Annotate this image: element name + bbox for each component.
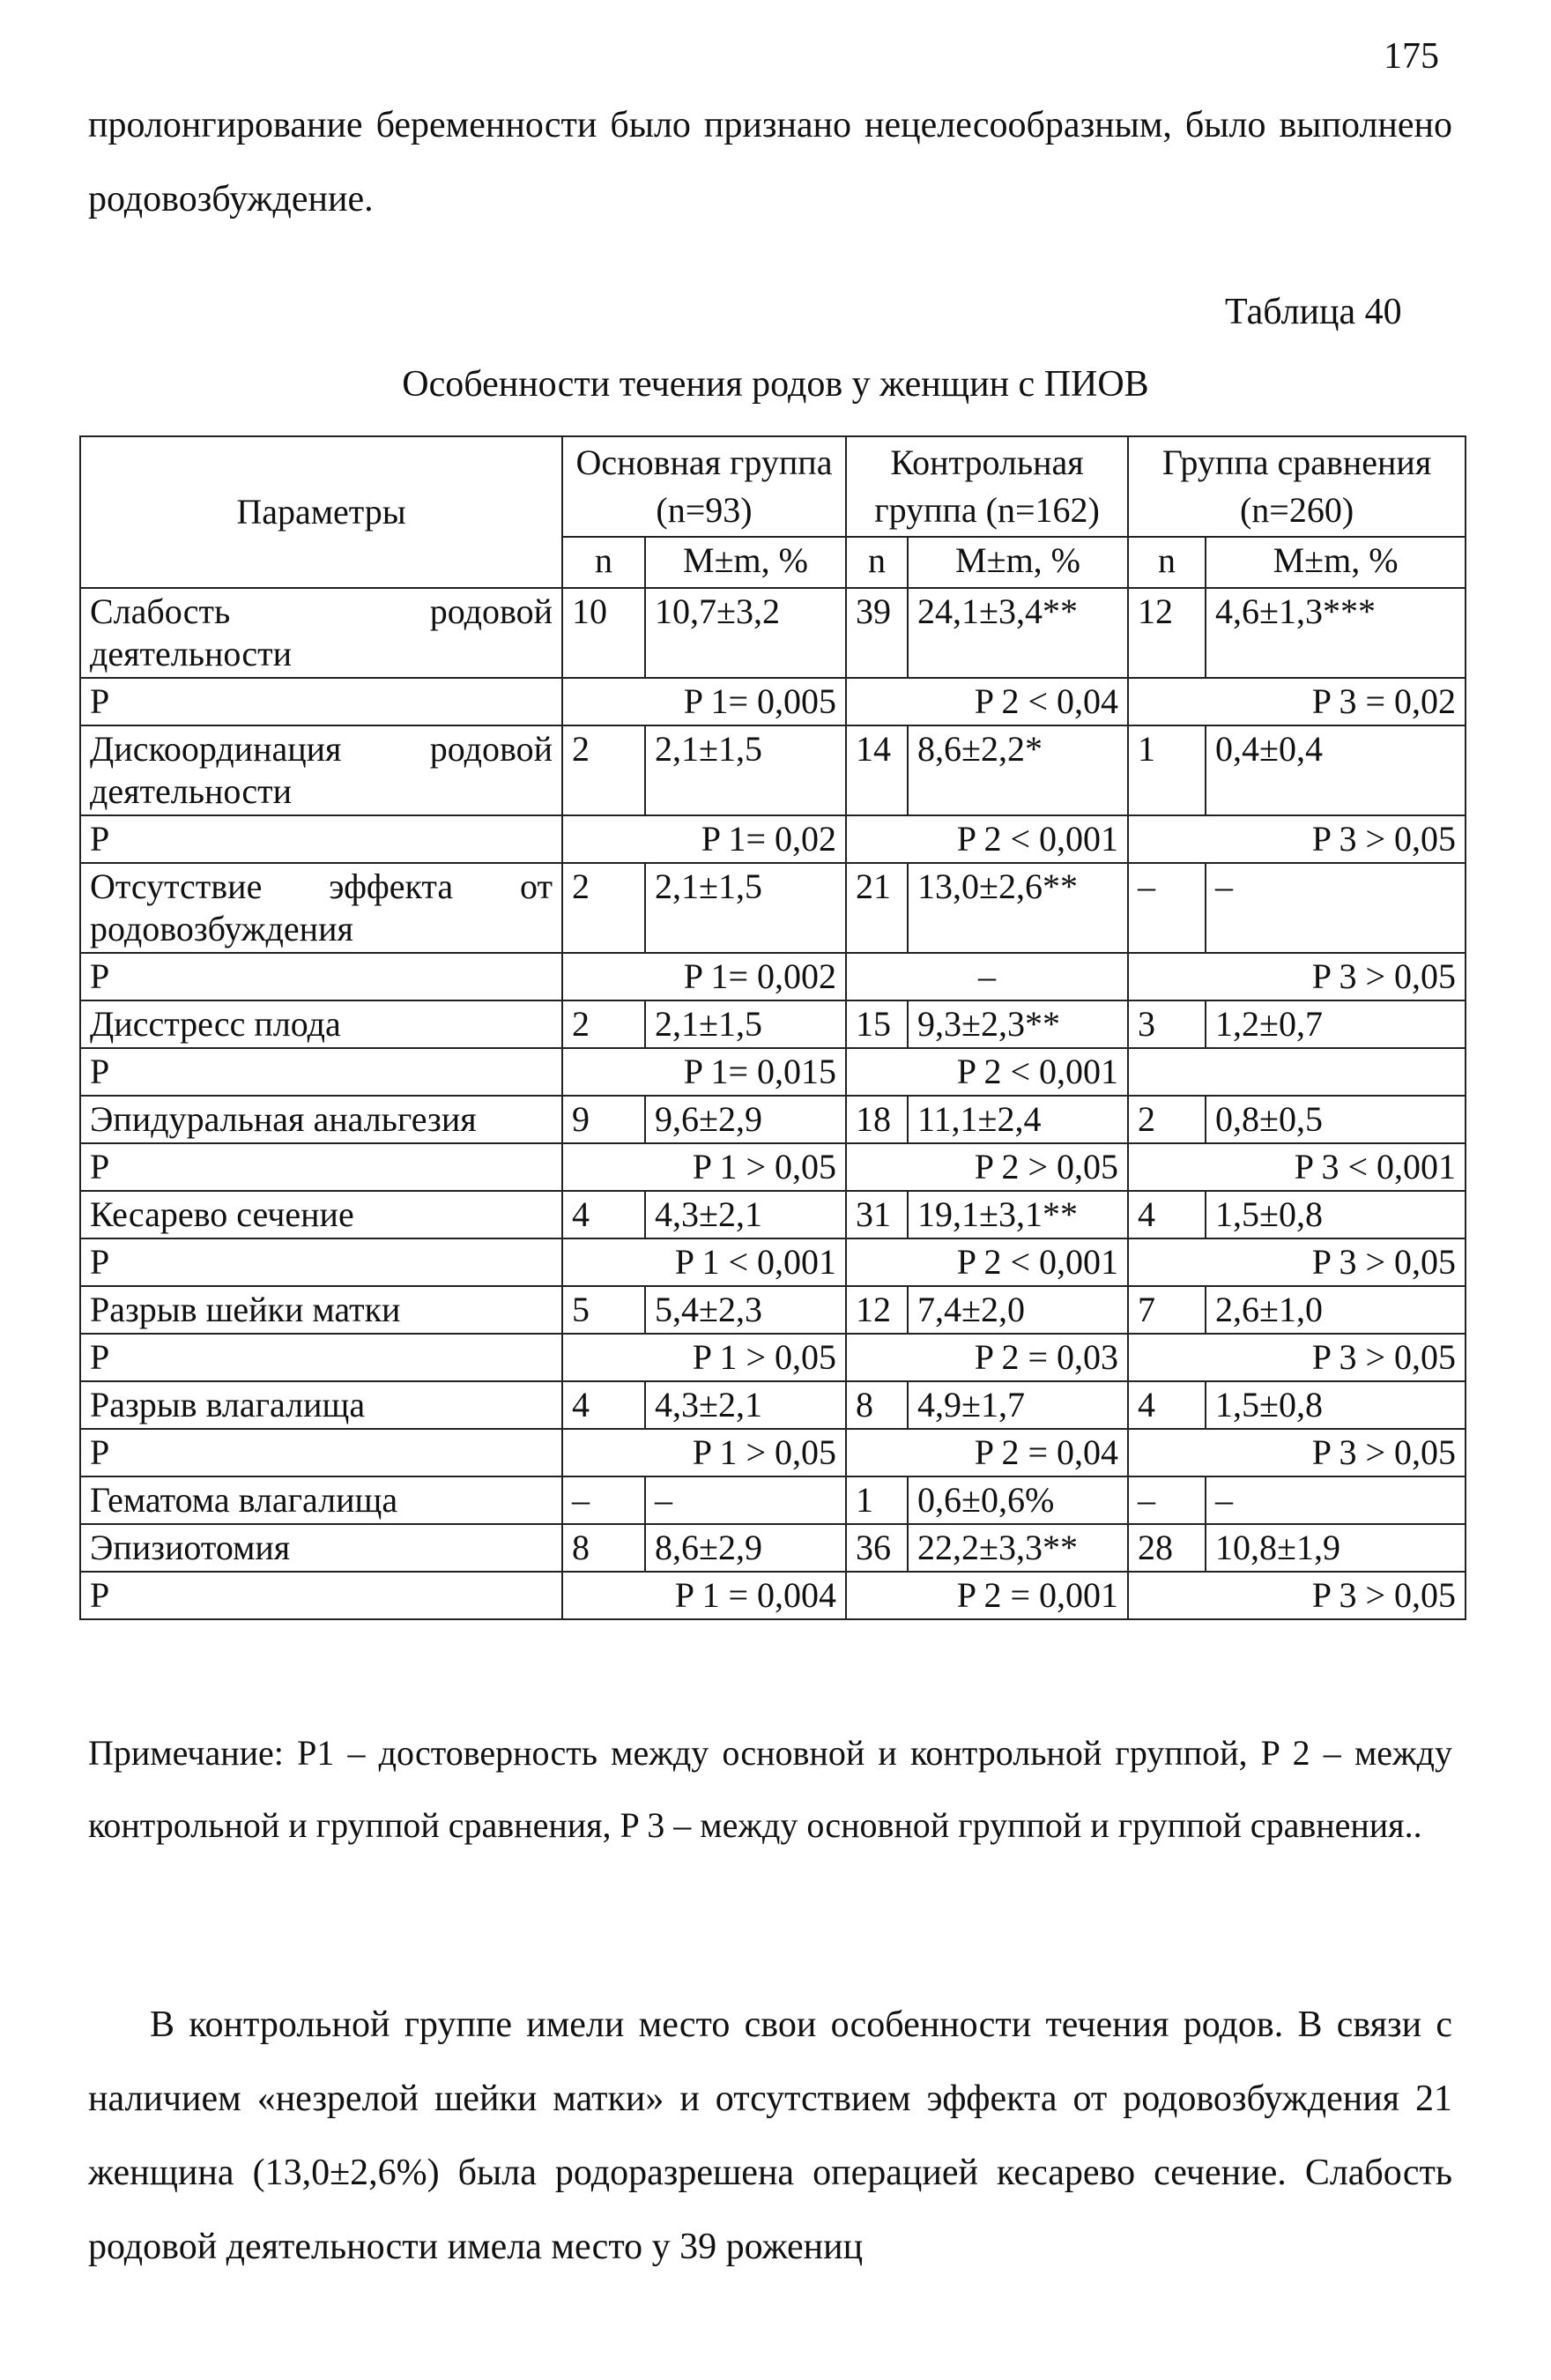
p1-cell: P 1 = 0,004 bbox=[562, 1572, 846, 1619]
page-number: 175 bbox=[1384, 36, 1439, 77]
header-mm: M±m, % bbox=[908, 537, 1128, 588]
table-note: Примечание: P1 – достоверность между основной и контрольной группой, P 2 – между контрольной и группой сравнения, P 3 – между основной группой и группой сравнения.. bbox=[88, 1733, 1452, 1845]
p3-cell: P 3 < 0,001 bbox=[1128, 1143, 1466, 1191]
param-cell: Эпидуральная анальгезия bbox=[80, 1096, 562, 1143]
p-label-cell: P bbox=[80, 1429, 562, 1476]
p2-cell: P 2 = 0,03 bbox=[846, 1334, 1128, 1381]
p-value-row bbox=[80, 1238, 1466, 1286]
main-n-cell: 2 bbox=[562, 1000, 645, 1048]
param-cell: Эпизиотомия bbox=[80, 1524, 562, 1572]
main-n-cell: 4 bbox=[562, 1191, 645, 1238]
main-value-cell: – bbox=[645, 1476, 846, 1524]
control-value-cell: 11,1±2,4 bbox=[908, 1096, 1128, 1143]
control-value-cell: 9,3±2,3** bbox=[908, 1000, 1128, 1048]
control-value-cell: 24,1±3,4** bbox=[908, 588, 1128, 678]
control-n-cell: 1 bbox=[846, 1476, 908, 1524]
table-label: Таблица 40 bbox=[1225, 292, 1402, 332]
p-label-cell: P bbox=[80, 678, 562, 725]
intro-paragraph: пролонгирование беременности было признано нецелесообразным, было выполнено родовозбуждение. bbox=[88, 105, 1452, 219]
param-cell: Слабость родовой деятельности bbox=[80, 588, 562, 678]
p-label-cell: P bbox=[80, 953, 562, 1000]
p1-cell: P 1 > 0,05 bbox=[562, 1334, 846, 1381]
comparison-n-cell: 4 bbox=[1128, 1191, 1206, 1238]
p2-cell: – bbox=[846, 953, 1128, 1000]
table-row bbox=[80, 1286, 1466, 1334]
p1-cell: P 1= 0,002 bbox=[562, 953, 846, 1000]
header-main-group: Основная группа (n=93) bbox=[562, 436, 846, 537]
p-label-cell: P bbox=[80, 1238, 562, 1286]
p2-cell: P 2 < 0,001 bbox=[846, 815, 1128, 863]
main-value-cell: 10,7±3,2 bbox=[645, 588, 846, 678]
p1-cell: P 1 < 0,001 bbox=[562, 1238, 846, 1286]
comparison-n-cell: 12 bbox=[1128, 588, 1206, 678]
main-value-cell: 8,6±2,9 bbox=[645, 1524, 846, 1572]
p-value-row bbox=[80, 1143, 1466, 1191]
control-value-cell: 0,6±0,6% bbox=[908, 1476, 1128, 1524]
control-n-cell: 14 bbox=[846, 725, 908, 815]
header-mm: M±m, % bbox=[1206, 537, 1466, 588]
main-n-cell: 8 bbox=[562, 1524, 645, 1572]
p-value-row bbox=[80, 815, 1466, 863]
p2-cell: P 2 < 0,001 bbox=[846, 1048, 1128, 1096]
table-row bbox=[80, 863, 1466, 953]
p2-cell: P 2 < 0,04 bbox=[846, 678, 1128, 725]
main-n-cell: 4 bbox=[562, 1381, 645, 1429]
p3-cell: P 3 = 0,02 bbox=[1128, 678, 1466, 725]
param-cell: Дисстресс плода bbox=[80, 1000, 562, 1048]
control-n-cell: 15 bbox=[846, 1000, 908, 1048]
control-n-cell: 36 bbox=[846, 1524, 908, 1572]
comparison-value-cell: 1,2±0,7 bbox=[1206, 1000, 1466, 1048]
control-value-cell: 7,4±2,0 bbox=[908, 1286, 1128, 1334]
header-mm: M±m, % bbox=[645, 537, 846, 588]
p1-cell: P 1= 0,015 bbox=[562, 1048, 846, 1096]
main-n-cell: 2 bbox=[562, 863, 645, 953]
main-value-cell: 2,1±1,5 bbox=[645, 863, 846, 953]
comparison-n-cell: 1 bbox=[1128, 725, 1206, 815]
birth-course-table bbox=[79, 435, 1466, 1620]
main-value-cell: 9,6±2,9 bbox=[645, 1096, 846, 1143]
p2-cell: P 2 = 0,04 bbox=[846, 1429, 1128, 1476]
p1-cell: P 1 > 0,05 bbox=[562, 1429, 846, 1476]
p3-cell: P 3 > 0,05 bbox=[1128, 1572, 1466, 1619]
param-cell: Дискоординация родовой деятельности bbox=[80, 725, 562, 815]
comparison-n-cell: 7 bbox=[1128, 1286, 1206, 1334]
control-n-cell: 39 bbox=[846, 588, 908, 678]
param-cell: Кесарево сечение bbox=[80, 1191, 562, 1238]
main-n-cell: – bbox=[562, 1476, 645, 1524]
header-comparison-group: Группа сравнения (n=260) bbox=[1128, 436, 1466, 537]
main-n-cell: 9 bbox=[562, 1096, 645, 1143]
p-label-cell: P bbox=[80, 1143, 562, 1191]
p3-cell: P 3 > 0,05 bbox=[1128, 1334, 1466, 1381]
comparison-value-cell: 1,5±0,8 bbox=[1206, 1381, 1466, 1429]
param-cell: Разрыв шейки матки bbox=[80, 1286, 562, 1334]
p1-cell: P 1 > 0,05 bbox=[562, 1143, 846, 1191]
p3-cell bbox=[1128, 1048, 1466, 1096]
control-value-cell: 8,6±2,2* bbox=[908, 725, 1128, 815]
comparison-n-cell: – bbox=[1128, 863, 1206, 953]
comparison-value-cell: 1,5±0,8 bbox=[1206, 1191, 1466, 1238]
main-n-cell: 10 bbox=[562, 588, 645, 678]
control-n-cell: 21 bbox=[846, 863, 908, 953]
table-row bbox=[80, 588, 1466, 678]
table-row bbox=[80, 1381, 1466, 1429]
control-n-cell: 12 bbox=[846, 1286, 908, 1334]
comparison-value-cell: – bbox=[1206, 1476, 1466, 1524]
main-value-cell: 2,1±1,5 bbox=[645, 1000, 846, 1048]
comparison-value-cell: 0,4±0,4 bbox=[1206, 725, 1466, 815]
p2-cell: P 2 = 0,001 bbox=[846, 1572, 1128, 1619]
main-n-cell: 2 bbox=[562, 725, 645, 815]
p-label-cell: P bbox=[80, 1334, 562, 1381]
control-value-cell: 4,9±1,7 bbox=[908, 1381, 1128, 1429]
main-value-cell: 2,1±1,5 bbox=[645, 725, 846, 815]
body-paragraph: В контрольной группе имели место свои особенности течения родов. В связи с наличием «незрелой шейки матки» и отсутствием эффекта от родовозбуждения 21 женщина (13,0±2,6%) была родоразрешена операцией кесарево сечение. Слабость родовой деятельности имела место у 39 рожениц bbox=[88, 2004, 1452, 2267]
p-label-cell: P bbox=[80, 1048, 562, 1096]
p-value-row bbox=[80, 1429, 1466, 1476]
p-value-row bbox=[80, 678, 1466, 725]
p-value-row bbox=[80, 1334, 1466, 1381]
table-body bbox=[80, 588, 1466, 1619]
comparison-value-cell: 4,6±1,3*** bbox=[1206, 588, 1466, 678]
table-row bbox=[80, 1191, 1466, 1238]
comparison-value-cell: 0,8±0,5 bbox=[1206, 1096, 1466, 1143]
control-value-cell: 22,2±3,3** bbox=[908, 1524, 1128, 1572]
param-cell: Гематома влагалища bbox=[80, 1476, 562, 1524]
comparison-value-cell: 10,8±1,9 bbox=[1206, 1524, 1466, 1572]
header-control-group: Контрольная группа (n=162) bbox=[846, 436, 1128, 537]
comparison-value-cell: 2,6±1,0 bbox=[1206, 1286, 1466, 1334]
header-n: n bbox=[1128, 537, 1206, 588]
p1-cell: P 1= 0,02 bbox=[562, 815, 846, 863]
p3-cell: P 3 > 0,05 bbox=[1128, 953, 1466, 1000]
header-param: Параметры bbox=[80, 436, 562, 588]
table-row bbox=[80, 1524, 1466, 1572]
param-cell: Разрыв влагалища bbox=[80, 1381, 562, 1429]
comparison-n-cell: 4 bbox=[1128, 1381, 1206, 1429]
table-row bbox=[80, 725, 1466, 815]
control-n-cell: 8 bbox=[846, 1381, 908, 1429]
main-value-cell: 4,3±2,1 bbox=[645, 1381, 846, 1429]
main-value-cell: 5,4±2,3 bbox=[645, 1286, 846, 1334]
header-n: n bbox=[846, 537, 908, 588]
table-title: Особенности течения родов у женщин с ПИОВ bbox=[402, 364, 1149, 405]
p-value-row bbox=[80, 1572, 1466, 1619]
comparison-n-cell: 3 bbox=[1128, 1000, 1206, 1048]
p-value-row bbox=[80, 1048, 1466, 1096]
comparison-n-cell: 28 bbox=[1128, 1524, 1206, 1572]
main-n-cell: 5 bbox=[562, 1286, 645, 1334]
control-n-cell: 31 bbox=[846, 1191, 908, 1238]
comparison-value-cell: – bbox=[1206, 863, 1466, 953]
param-cell: Отсутствие эффекта от родовозбуждения bbox=[80, 863, 562, 953]
table-row bbox=[80, 1476, 1466, 1524]
main-value-cell: 4,3±2,1 bbox=[645, 1191, 846, 1238]
p3-cell: P 3 > 0,05 bbox=[1128, 1238, 1466, 1286]
comparison-n-cell: 2 bbox=[1128, 1096, 1206, 1143]
p1-cell: P 1= 0,005 bbox=[562, 678, 846, 725]
control-n-cell: 18 bbox=[846, 1096, 908, 1143]
p-label-cell: P bbox=[80, 815, 562, 863]
control-value-cell: 19,1±3,1** bbox=[908, 1191, 1128, 1238]
p2-cell: P 2 < 0,001 bbox=[846, 1238, 1128, 1286]
control-value-cell: 13,0±2,6** bbox=[908, 863, 1128, 953]
p3-cell: P 3 > 0,05 bbox=[1128, 815, 1466, 863]
header-n: n bbox=[562, 537, 645, 588]
p2-cell: P 2 > 0,05 bbox=[846, 1143, 1128, 1191]
p-value-row bbox=[80, 953, 1466, 1000]
comparison-n-cell: – bbox=[1128, 1476, 1206, 1524]
p3-cell: P 3 > 0,05 bbox=[1128, 1429, 1466, 1476]
p-label-cell: P bbox=[80, 1572, 562, 1619]
table-row bbox=[80, 1096, 1466, 1143]
table-row bbox=[80, 1000, 1466, 1048]
